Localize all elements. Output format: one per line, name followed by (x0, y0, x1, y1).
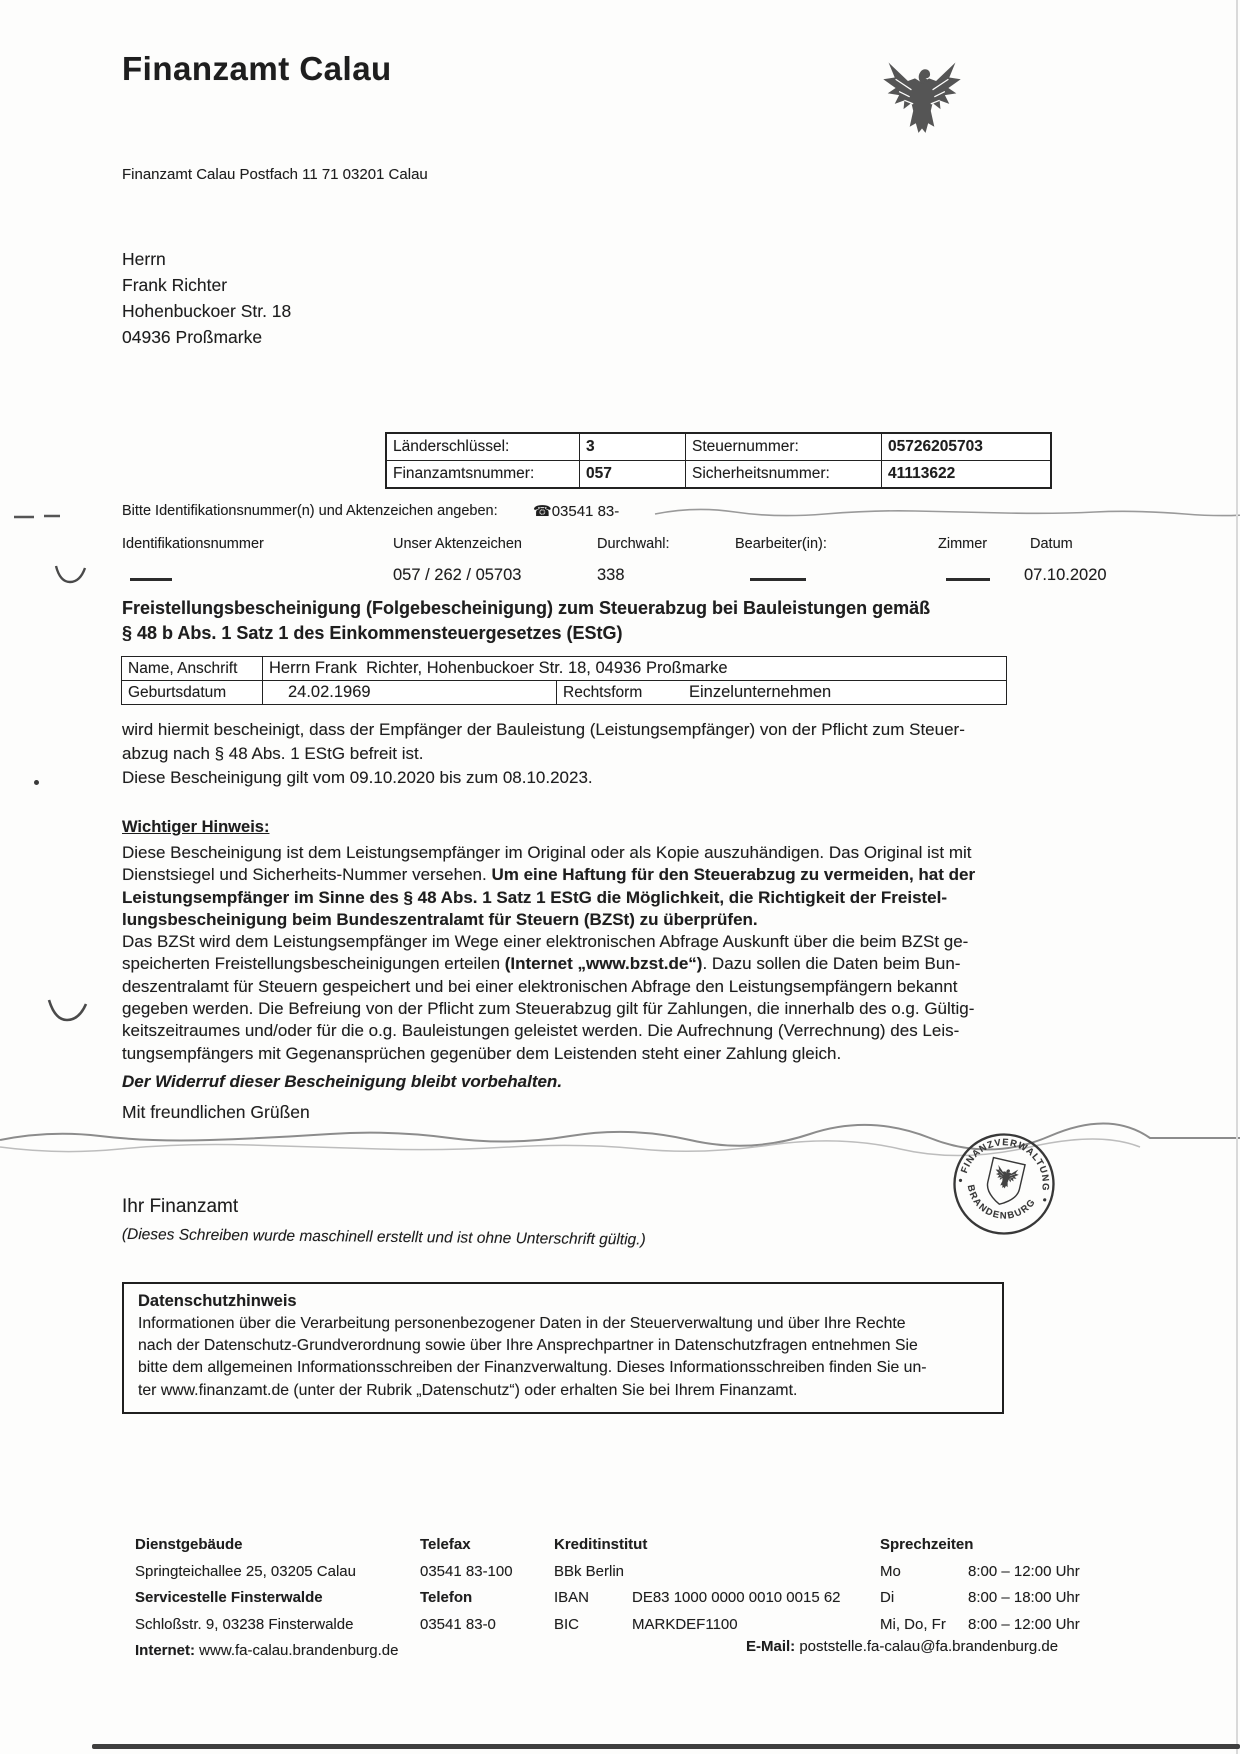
internet-label: Internet: (135, 1642, 195, 1659)
hours-row (880, 1585, 1080, 1612)
notice-line: Diese Bescheinigung ist dem Leistungsempfänger im Original oder als Kopie auszuhändigen. Das Original ist mit (122, 843, 972, 862)
seal-top-text: FINANZVERWALTUNG (959, 1137, 1051, 1192)
machine-generated-note: (Dieses Schreiben wurde maschinell erstellt und ist ohne Unterschrift gültig.) (121, 1226, 646, 1249)
recipient-address (122, 246, 291, 350)
fax-number: 03541 83-100 (420, 1562, 513, 1580)
certification-line-2: abzug nach § 48 Abs. 1 EStG befreit ist. (122, 743, 424, 763)
subject-line-2: § 48 b Abs. 1 Satz 1 des Einkommensteuergesetzes (EStG) (122, 622, 623, 643)
notice-line: deszentralamt für Steuern gespeichert und bei einer elektronischen Abfrage den Leistungsempfängern bekannt (122, 976, 958, 996)
id-number-label: Identifikationsnummer (122, 536, 264, 552)
bic-value: MARKDEF1100 (632, 1615, 738, 1633)
internet-line (135, 1638, 398, 1665)
footer-hours-column (880, 1532, 1080, 1638)
certification-text (122, 718, 965, 765)
privacy-line: nach der Datenschutz-Grundverordnung sowie über Ihre Ansprechpartner in Datenschutzfragen entnehmen Sie (138, 1337, 918, 1355)
recipient-street: Hohenbuckoer Str. 18 (122, 301, 292, 321)
privacy-line: bitte dem allgemeinen Informationsschreiben der Finanzverwaltung. Dieses Informationsschreiben finden Sie un- (138, 1359, 927, 1377)
scan-curl-artifact (52, 560, 90, 590)
name-address-label: Name, Anschrift (122, 657, 263, 680)
notice-line: Leistungsempfänger im Sinne des § 48 Abs. 1 Satz 1 EStG die Möglichkeit, die Richtigkeit der Freistel- (122, 887, 948, 907)
recipient-city: 04936 Proßmarke (122, 327, 263, 347)
footer-bank-column (554, 1532, 841, 1638)
subject-line-1: Freistellungsbescheinigung (Folgebescheinigung) zum Steuerabzug bei Bauleistungen gemäß (122, 598, 931, 618)
notice-line: lungsbescheinigung beim Bundeszentralamt für Steuern (BZSt) zu überprüfen. (122, 909, 758, 929)
important-notice-text (122, 842, 975, 1065)
hours-time: 8:00 – 18:00 Uhr (968, 1589, 1080, 1606)
email-address: poststelle.fa-calau@fa.brandenburg.de (799, 1638, 1059, 1655)
page-title: Finanzamt Calau (122, 50, 392, 87)
eagle-icon (878, 50, 966, 156)
important-notice-heading: Wichtiger Hinweis: (122, 818, 270, 836)
email-line (746, 1638, 1058, 1655)
email-label: E-Mail: (746, 1638, 796, 1655)
brandenburg-eagle-emblem (878, 50, 966, 156)
hours-time: 8:00 – 12:00 Uhr (968, 1562, 1080, 1580)
validity-period: Diese Bescheinigung gilt vom 09.10.2020 bis zum 08.10.2023. (122, 768, 593, 787)
file-reference-label: Unser Aktenzeichen (393, 536, 522, 552)
footer-office-column (135, 1532, 398, 1665)
hours-row (880, 1612, 1080, 1639)
hours-days: Di (880, 1589, 895, 1606)
phone-icon: ☎ (533, 503, 552, 520)
date-value: 07.10.2020 (1024, 566, 1107, 584)
sender-line: Finanzamt Calau Postfach 11 71 03201 Calau (122, 166, 428, 183)
applicant-table (121, 656, 1007, 705)
revocation-clause: Der Widerruf dieser Bescheinigung bleibt vorbehalten. (122, 1072, 563, 1091)
room-label: Zimmer (938, 536, 988, 552)
id-number-empty-line (130, 578, 172, 581)
tax-number-label: Steuernummer: (685, 434, 881, 460)
privacy-line: ter www.finanzamt.de (unter der Rubrik „Datenschutz“) oder erhalten Sie bei Ihrem Finanzamt. (138, 1381, 798, 1399)
scan-edge-artifact (1236, 0, 1238, 1754)
security-number-label: Sicherheitsnummer: (685, 460, 881, 487)
phone-heading: Telefon (420, 1589, 473, 1606)
legal-form-label: Rechtsform (557, 680, 681, 704)
bic-label: BIC (554, 1615, 580, 1633)
file-reference-value: 057 / 262 / 05703 (393, 566, 522, 584)
certification-line-1: wird hiermit bescheinigt, dass der Empfänger der Bauleistung (Leistungsempfänger) von der Pflicht zum Steuer- (122, 720, 965, 739)
tax-info-table (385, 432, 1052, 489)
seal-bottom-text: BRANDENBURG (964, 1183, 1039, 1222)
legal-form-value: Einzelunternehmen (681, 680, 1006, 704)
notice-line: keitszeitraumes und/oder für die o.g. Bauleistungen geleistet werden. Die Aufrechnung (Verrechnung) des Leis- (122, 1021, 960, 1041)
iban-label: IBAN (554, 1589, 590, 1606)
office-heading: Dienstgebäude (135, 1536, 243, 1553)
recipient-salutation: Herrn (122, 249, 166, 269)
clerk-empty-line (750, 578, 806, 581)
iban-value: DE83 1000 0000 0010 0015 62 (632, 1589, 841, 1606)
notice-line: speicherten Freistellungsbescheinigungen erteilen (Internet „www.bzst.de“). Dazu sollen die Daten beim Bun- (122, 954, 961, 974)
hours-days: Mi, Do, Fr (880, 1615, 946, 1633)
name-address-value: Herrn Frank Richter, Hohenbuckoer Str. 18, 04936 Proßmarke (269, 659, 728, 677)
country-key-label: Länderschlüssel: (393, 438, 510, 455)
bic-line (554, 1612, 841, 1639)
extension-label: Durchwahl: (597, 536, 670, 552)
office-address-2: Schloßstr. 9, 03238 Finsterwalde (135, 1615, 354, 1633)
privacy-notice-box (122, 1282, 1004, 1414)
room-empty-line (946, 578, 990, 581)
recipient-name: Frank Richter (122, 275, 228, 295)
notice-line: Das BZSt wird dem Leistungsempfänger im Wege einer elektronischen Abfrage Auskunft über die beim BZSt ge- (122, 932, 969, 952)
notice-line: Dienstsiegel und Sicherheits-Nummer versehen. Um eine Haftung für den Steuerabzug zu vermeiden, hat der (122, 865, 976, 885)
scan-bottom-artifact (92, 1744, 1240, 1749)
extension-value: 338 (597, 566, 625, 584)
bank-heading: Kreditinstitut (554, 1536, 648, 1553)
date-label: Datum (1030, 536, 1073, 552)
notice-line: tungsempfängers mit Gegenansprüchen gegenüber dem Leistenden steht einer Zahlung gleich. (122, 1043, 842, 1063)
office-address-1: Springteichallee 25, 03205 Calau (135, 1562, 356, 1580)
scan-curl-artifact (44, 992, 92, 1028)
subject-heading (122, 596, 930, 645)
phone-prefix: 03541 83- (551, 503, 620, 520)
phone-prefix-line (533, 502, 619, 520)
closing-greeting: Mit freundlichen Grüßen (122, 1102, 310, 1122)
signature-line: Ihr Finanzamt (122, 1196, 239, 1217)
hours-row (880, 1559, 1080, 1586)
security-number-value: 41113622 (881, 460, 1050, 487)
notice-line: gegeben werden. Die Befreiung von der Pflicht zum Steuerabzug gilt für Zahlungen, die innerhalb des o.g. Gültig- (122, 999, 975, 1019)
phone-number: 03541 83-0 (420, 1615, 496, 1633)
fax-heading: Telefax (420, 1536, 471, 1553)
office-number-value: 057 (579, 460, 685, 487)
birthdate-label: Geburtsdatum (122, 680, 263, 704)
tax-number-value: 05726205703 (881, 434, 1050, 460)
privacy-line: Informationen über die Verarbeitung personenbezogener Daten in der Steuerverwaltung und über Ihre Rechte (138, 1315, 906, 1332)
internet-url: www.fa-calau.brandenburg.de (199, 1642, 399, 1659)
hours-days: Mo (880, 1562, 901, 1580)
hours-heading: Sprechzeiten (880, 1536, 974, 1553)
seal-icon (950, 1130, 1058, 1238)
reference-instruction: Bitte Identifikationsnummer(n) und Aktenzeichen angeben: (122, 503, 498, 519)
iban-line (554, 1585, 841, 1612)
bank-name: BBk Berlin (554, 1562, 625, 1580)
hours-time: 8:00 – 12:00 Uhr (968, 1615, 1080, 1633)
office-number-label: Finanzamtsnummer: (387, 460, 579, 487)
clerk-label: Bearbeiter(in): (735, 536, 827, 552)
privacy-heading: Datenschutzhinweis (138, 1292, 297, 1310)
birthdate-value: 24.02.1969 (263, 680, 557, 704)
service-office-heading: Servicestelle Finsterwalde (135, 1589, 323, 1606)
scan-dot-artifact (34, 780, 39, 785)
country-key-value: 3 (579, 434, 685, 460)
footer-phone-column (420, 1532, 513, 1638)
official-seal (950, 1130, 1058, 1238)
